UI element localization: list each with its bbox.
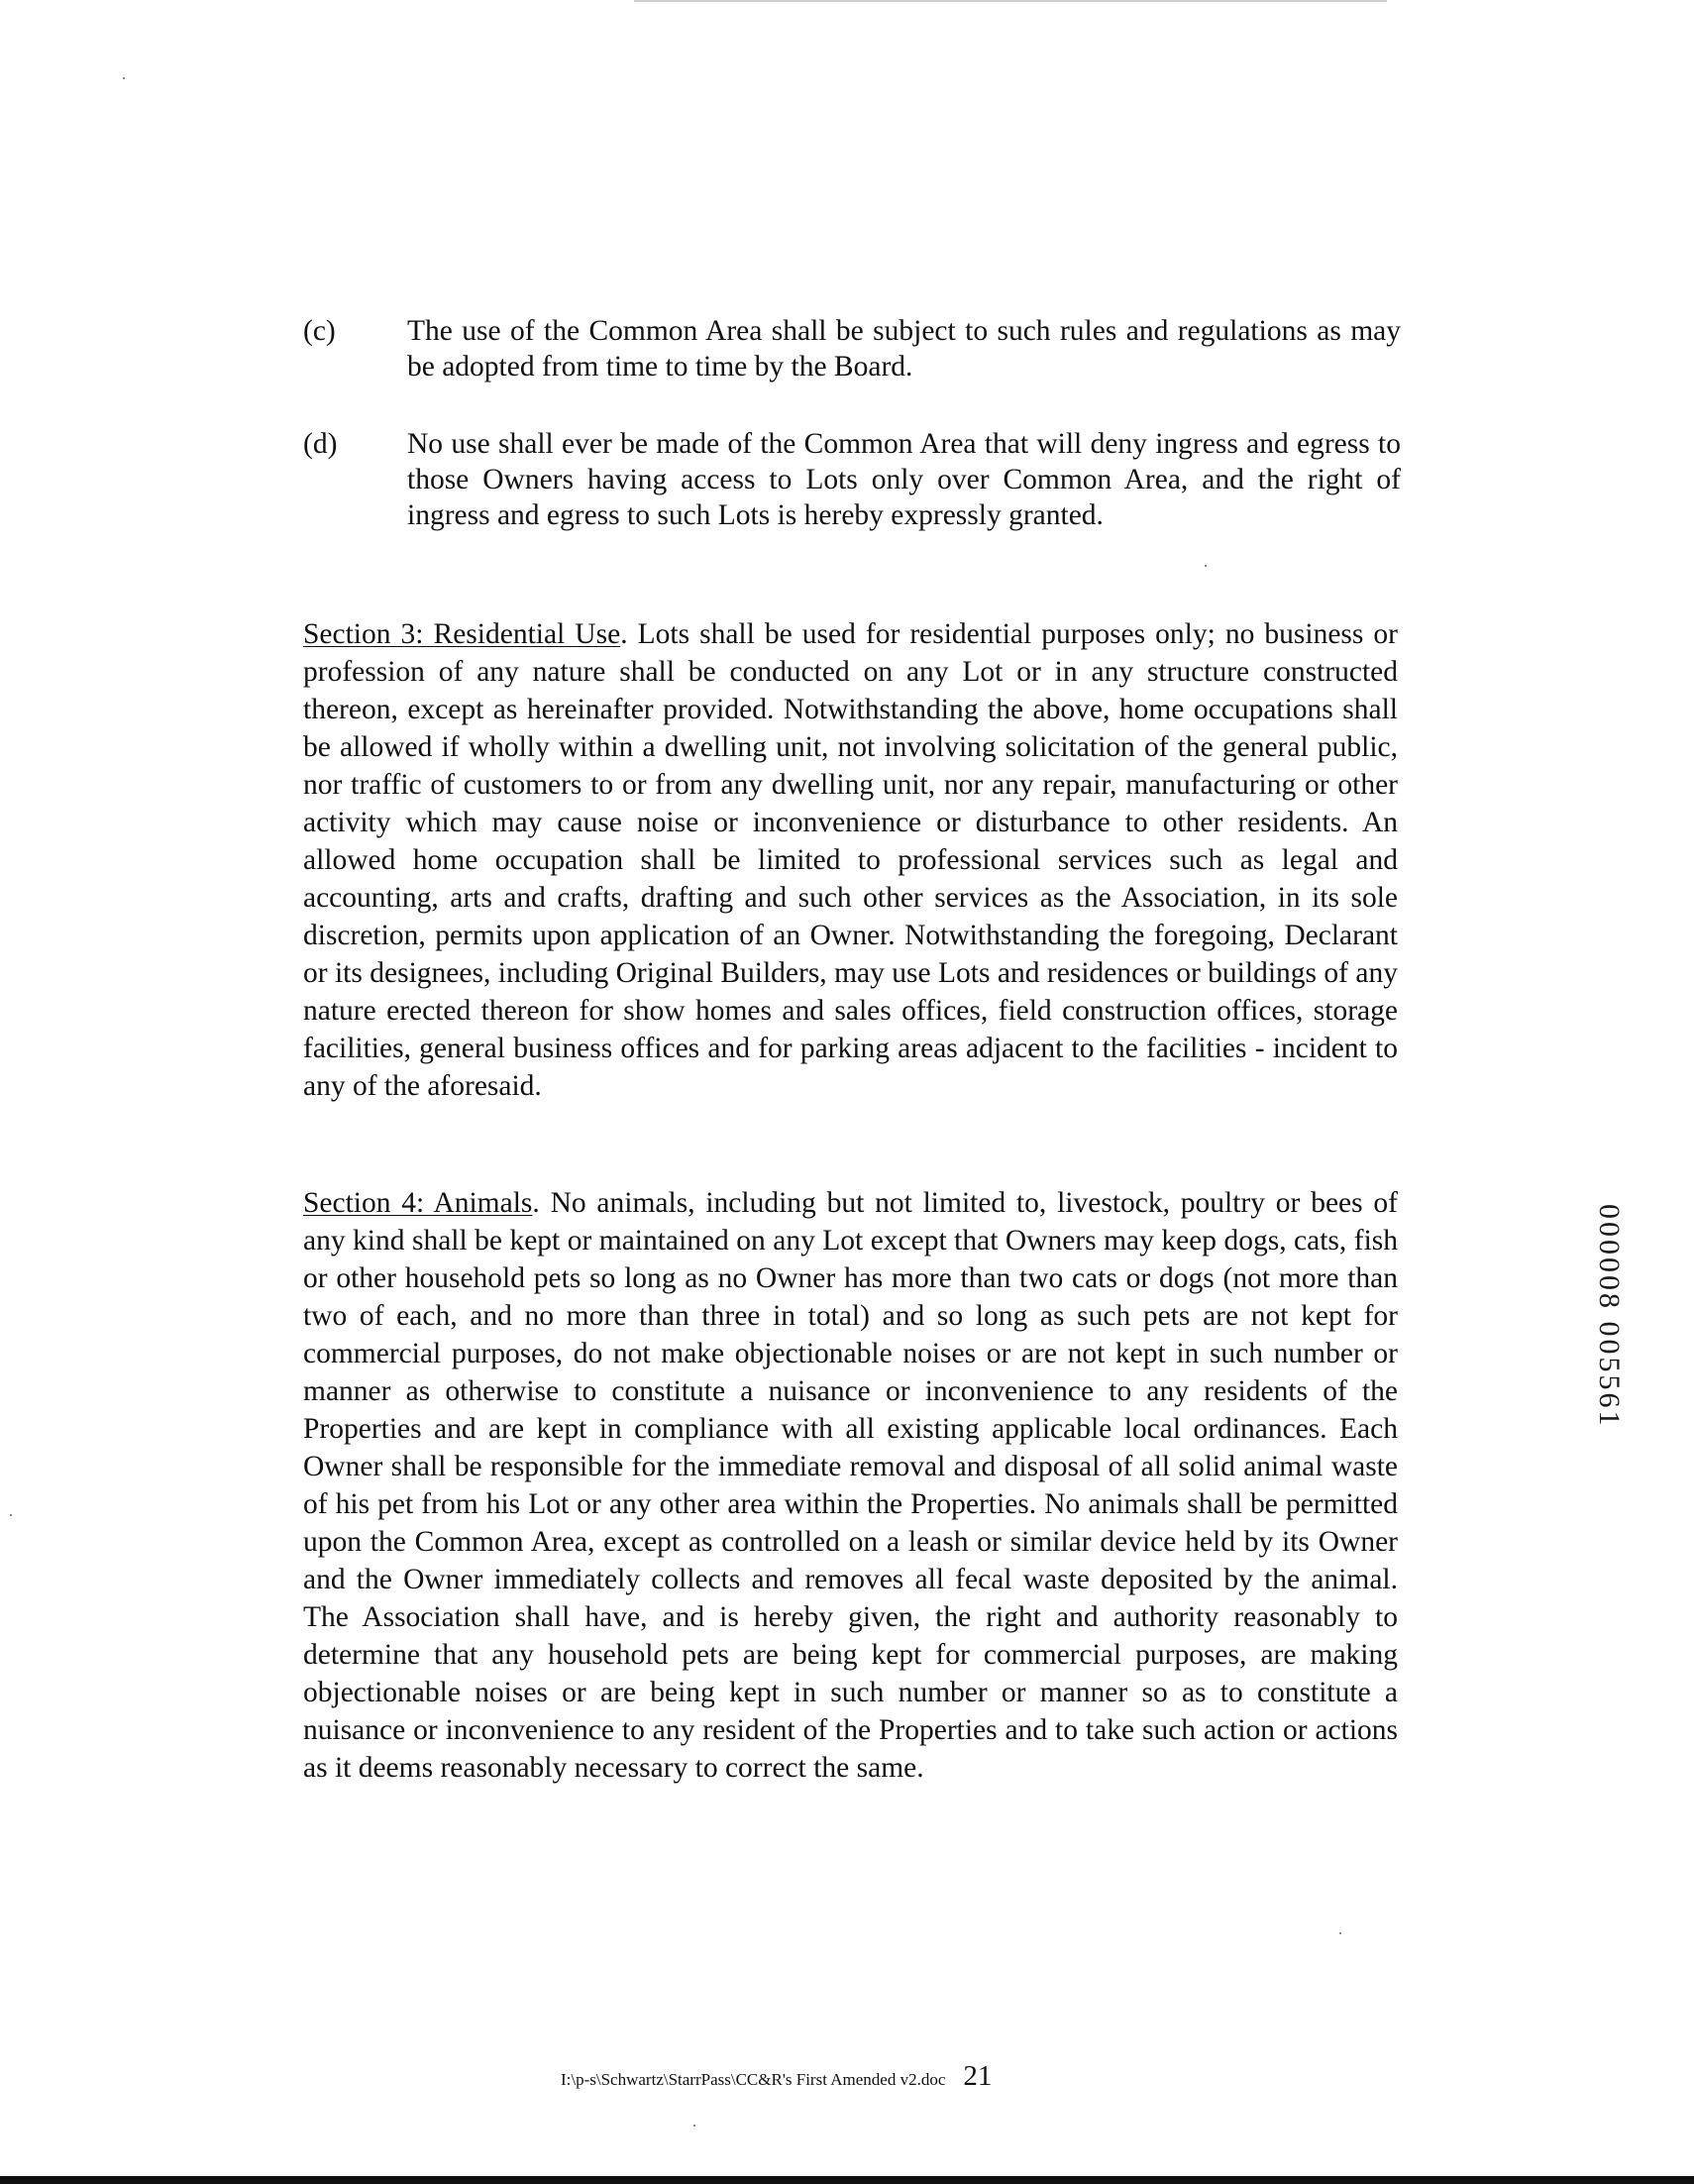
scan-speck xyxy=(1205,565,1207,567)
scan-speck xyxy=(1339,1932,1341,1934)
section-body: . No animals, including but not limited to, livestock, poultry or bees of any kind shall be kept or maintained on any Lot except that Owners may keep dogs, cats, fish or other household pets so long as no Owner has more than two cats or dogs (not more than two of each, and no more than three in total) and so long as such pets are not kept for commercial purposes, do not make objectionable noises or are not kept in such number or manner as otherwise to constitute a nuisance or inconvenience to any residents of the Properties and are kept in compliance with all existing applicable local ordinances. Each Owner shall be responsible for the immediate removal and disposal of all solid animal waste of his pet from his Lot or any other area within the Properties. No animals shall be permitted upon the Common Area, except as controlled on a leash or similar device held by its Owner and the Owner immediately collects and removes all fecal waste deposited by the animal. The Association shall have, and is hereby given, the right and authority reasonably to determine that any household pets are being kept for commercial purposes, are making objectionable noises or are being kept in such number or manner so as to constitute a nuisance or inconvenience to any resident of the Properties and to take such action or actions as it deems reasonably necessary to correct the same. xyxy=(303,1187,1398,1784)
section-body: . Lots shall be used for residential purposes only; no business or profession of any nature shall be conducted on any Lot or in any structure constructed thereon, except as hereinafter provided. Notwithstanding the above, home occupations shall be allowed if wholly within a dwelling unit, not involving solicitation of the general public, nor traffic of customers to or from any dwelling unit, nor any repair, manufacturing or other activity which may cause noise or inconvenience or disturbance to other residents. An allowed home occupation shall be limited to professional services such as legal and accounting, arts and crafts, drafting and such other services as the Association, in its sole discretion, permits upon application of an Owner. Notwithstanding the foregoing, Declarant or its designees, including Original Builders, may use Lots and residences or buildings of any nature erected thereon for show homes and sales offices, field construction offices, storage facilities, general business offices and for parking areas adjacent to the facilities - incident to any of the aforesaid. xyxy=(303,618,1399,1102)
list-item-c xyxy=(303,313,1401,384)
scan-speck xyxy=(693,2125,695,2127)
scan-top-edge xyxy=(634,0,1387,2)
list-item-d xyxy=(303,426,1401,533)
document-stamp-number: 000008 005561 xyxy=(1593,1204,1626,1429)
footer-file-path: I:\p-s\Schwartz\StarrPass\CC&R's First Amended v2.doc xyxy=(561,2070,946,2089)
page-number: 21 xyxy=(963,2060,993,2092)
section-heading: Section 4: Animals xyxy=(303,1187,533,1219)
scan-speck xyxy=(10,1514,12,1516)
section-residential-use xyxy=(303,615,1398,1105)
list-marker: (c) xyxy=(303,315,336,347)
list-item-text: No use shall ever be made of the Common Area that will deny ingress and egress to those Owners having access to Lots only over Common Area, and the right of ingress and egress to such Lots is hereby expressly granted. xyxy=(407,428,1401,531)
section-heading: Section 3: Residential Use xyxy=(303,618,621,650)
scan-speck xyxy=(123,77,125,79)
page-footer xyxy=(561,2060,992,2100)
list-item-text: The use of the Common Area shall be subject to such rules and regulations as may be adopted from time to time by the Board. xyxy=(407,315,1401,382)
scan-bottom-edge xyxy=(0,2176,1694,2184)
list-marker: (d) xyxy=(303,428,338,460)
section-animals xyxy=(303,1184,1398,1787)
